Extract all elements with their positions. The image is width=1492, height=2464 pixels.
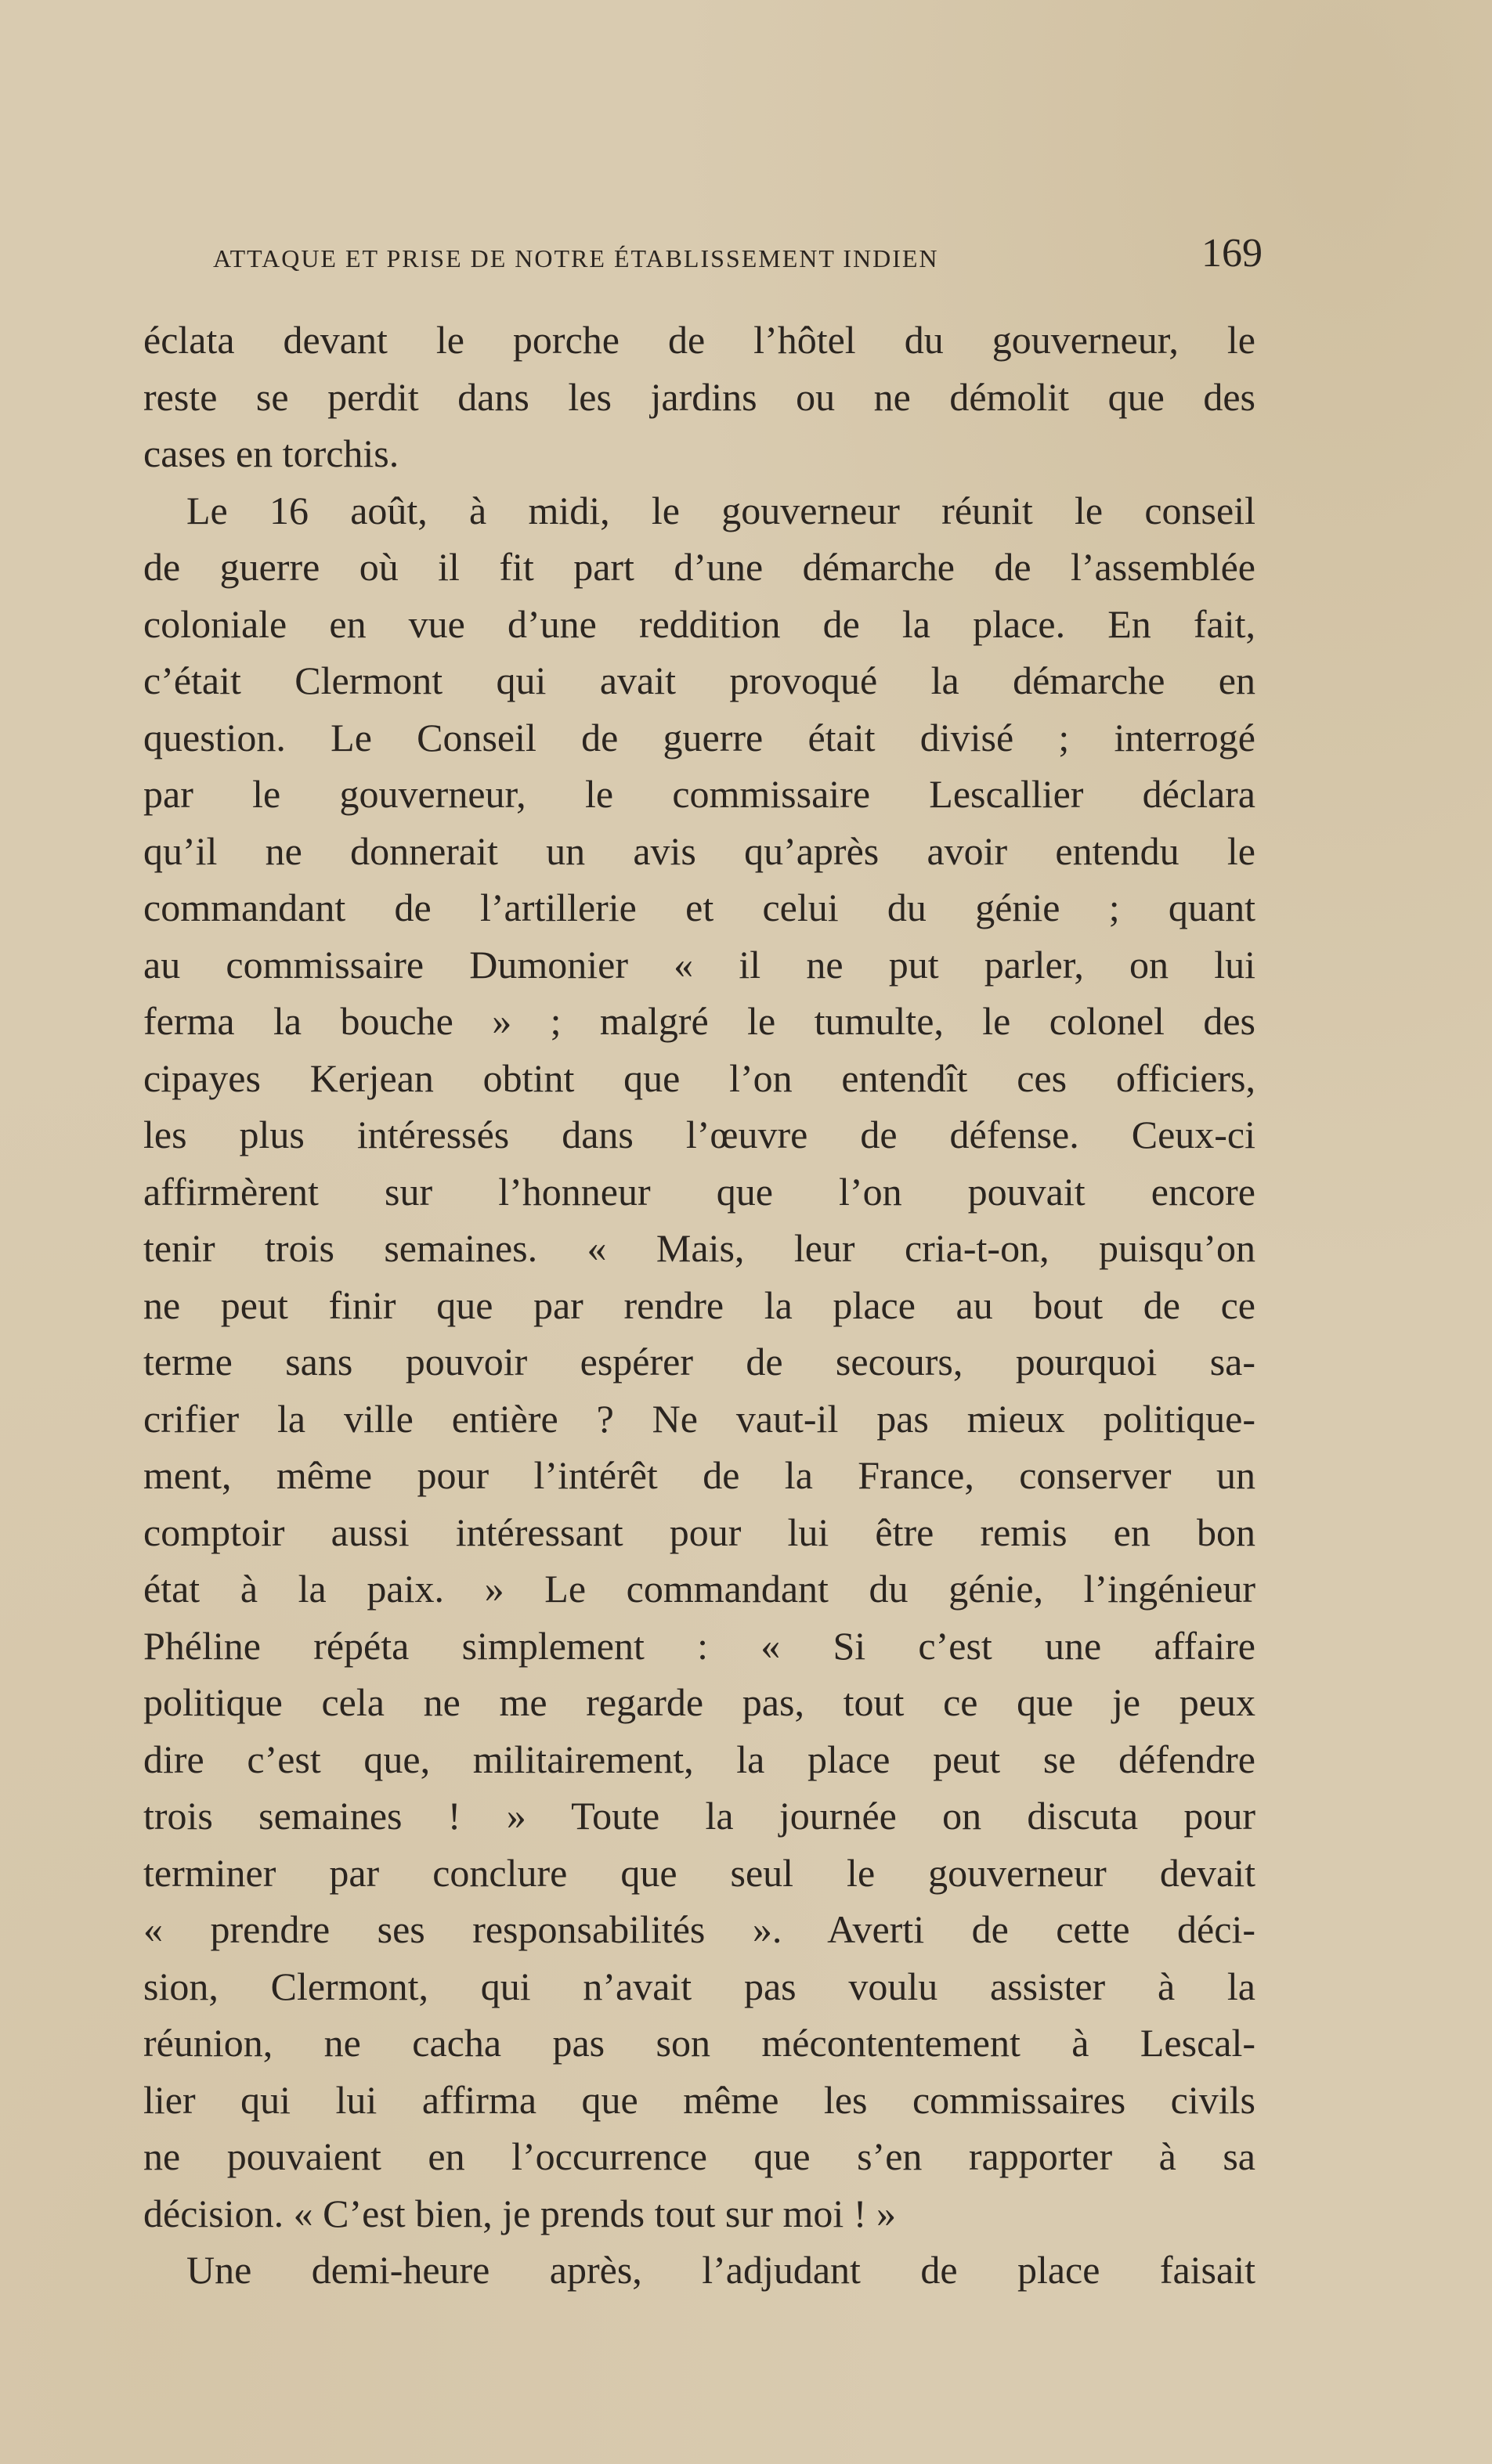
- text-line: trois semaines ! » Toute la journée on discuta pour: [143, 1794, 1255, 1838]
- text-line: ne peut finir que par rendre la place au bout de ce: [143, 1283, 1255, 1327]
- text-line: Le 16 août, à midi, le gouverneur réunit le conseil: [186, 488, 1255, 532]
- text-line: les plus intéressés dans l’œuvre de défense. Ceux-ci: [143, 1113, 1255, 1156]
- text-line: terminer par conclure que seul le gouverneur devait: [143, 1850, 1255, 1895]
- text-line: coloniale en vue d’une reddition de la place. En fait,: [143, 601, 1255, 646]
- text-line: éclata devant le porche de l’hôtel du gouverneur, le: [143, 318, 1255, 362]
- text-line: état à la paix. » Le commandant du génie, l’ingénieur: [143, 1567, 1255, 1611]
- text-line: lier qui lui affirma que même les commissaires civils: [143, 2077, 1255, 2122]
- text-line: comptoir aussi intéressant pour lui être remis en bon: [143, 1510, 1255, 1554]
- text-line: ne pouvaient en l’occurrence que s’en rapporter à sa: [143, 2134, 1255, 2178]
- text-line: c’était Clermont qui avait provoqué la démarche en: [143, 658, 1255, 702]
- text-line: « prendre ses responsabilités ». Averti de cette déci-: [143, 1907, 1255, 1951]
- text-line: qu’il ne donnerait un avis qu’après avoir entendu le: [143, 828, 1255, 873]
- text-line: politique cela ne me regarde pas, tout ce que je peux: [143, 1680, 1255, 1724]
- text-line: question. Le Conseil de guerre était divisé ; interrogé: [143, 715, 1255, 759]
- text-line: de guerre où il fit part d’une démarche de l’assemblée: [143, 545, 1255, 589]
- text-line: affirmèrent sur l’honneur que l’on pouvait encore: [143, 1169, 1255, 1214]
- text-line: Phéline répéta simplement : « Si c’est une affaire: [143, 1623, 1255, 1668]
- text-line: sion, Clermont, qui n’avait pas voulu assister à la: [143, 1964, 1255, 2008]
- text-line: reste se perdit dans les jardins ou ne démolit que des: [143, 374, 1255, 419]
- running-header: [213, 227, 1263, 290]
- page-number: 169: [1201, 231, 1263, 276]
- text-line: commandant de l’artillerie et celui du génie ; quant: [143, 886, 1255, 929]
- body-text: [143, 312, 1255, 2299]
- text-line: crifier la ville entière ? Ne vaut-il pas mieux politique-: [143, 1396, 1255, 1441]
- text-line: ferma la bouche » ; malgré le tumulte, le colonel des: [143, 999, 1255, 1043]
- text-line: dire c’est que, militairement, la place peut se défendre: [143, 1737, 1255, 1781]
- text-line: terme sans pouvoir espérer de secours, pourquoi sa-: [143, 1340, 1255, 1384]
- text-line: réunion, ne cacha pas son mécontentement à Lescal-: [143, 2021, 1255, 2065]
- text-line: Une demi-heure après, l’adjudant de place faisait: [186, 2248, 1255, 2292]
- text-line: par le gouverneur, le commissaire Lescallier déclara: [143, 772, 1255, 816]
- text-line: cases en torchis.: [143, 431, 399, 475]
- running-title: ATTAQUE ET PRISE DE NOTRE ÉTABLISSEMENT INDIEN: [213, 244, 939, 272]
- text-line: tenir trois semaines. « Mais, leur cria-t-on, puisqu’on: [143, 1226, 1255, 1270]
- text-line: décision. « C’est bien, je prends tout sur moi ! »: [143, 2191, 896, 2235]
- text-line: cipayes Kerjean obtint que l’on entendît ces officiers,: [143, 1055, 1255, 1100]
- text-line: ment, même pour l’intérêt de la France, conserver un: [143, 1453, 1255, 1497]
- text-line: au commissaire Dumonier « il ne put parler, on lui: [143, 942, 1255, 987]
